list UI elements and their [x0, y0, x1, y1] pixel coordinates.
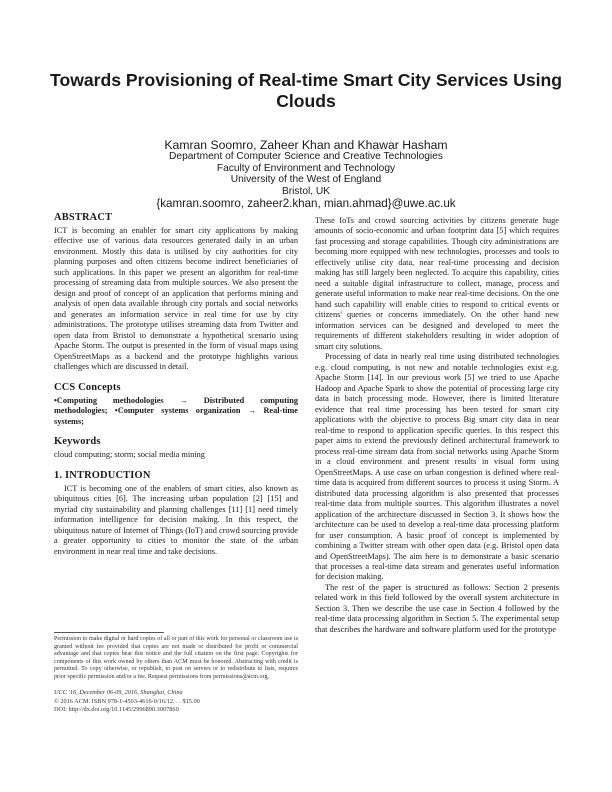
affiliation-university: University of the West of England	[230, 174, 382, 186]
introduction-heading: 1. INTRODUCTION	[54, 469, 151, 481]
copyright-info: © 2016 ACM. ISBN 978-1-4503-4616-0/16/12. . . $15.00	[54, 697, 200, 705]
permission-footnote: Permission to make digital or hard copies of all or part of this work for personal or classroom use is granted without fee provided that copies are not made or distributed for profit or commercial advantage and that copies bear this notice and the full citation on the first page. Copyrights for components of this work owned by others than ACM must be honored. Abstracting with credit is permitted. To copy otherwise, or republish, to post on servers or to redistribute to lists, requires prior specific permission and/or a fee. Request permissions from permissions@acm.org.	[54, 636, 298, 680]
ccs-concepts	[54, 396, 298, 427]
paper-title: Towards Provisioning of Real-time Smart City Services Using Clouds	[50, 70, 562, 111]
conference-info: UCC '16, December 06-09, 2016, Shanghai, China	[54, 689, 183, 696]
affiliation-faculty: Faculty of Environment and Technology	[216, 162, 396, 174]
body-paragraph-3: The rest of the paper is structured as follows: Section 2 presents related work in this field followed by the overall system architecture in Section 3. Then we describe the use case in Section 4 followed by the real-time data processing algorithm in Section 5. The experimental setup that describes the hardware and software platform used for the prototype	[315, 582, 559, 634]
body-paragraph-2: Processing of data in nearly real time using distributed technologies e.g. cloud computing, is not new and notable technologies exist e.g. Apache Storm [14]. In our previous work [5] we tried to use Apache Hadoop and Apache Spark to show the potential of processing large city data in batch processing mode. However, there is limited literature evidence that real time processing has been tested for smart city applications with the objective to process Big smart city data in near real-time to respond to application specific queries. In this respect this paper aims to extend the previously defined architectural framework to process real-time stream data from social networks using Apache Storm in a cloud environment and present results in visual form using OpenStreetMaps. A use case on urban congestion is defined where real-time data is acquired from different sources to process it using Storm. A distributed data processing algorithm is also presented that processes real-time data from multiple sources. This algorithm illustrates a novel application of the architecture discussed in Section 3. It shows how the architecture can be used to develop a real-time data processing platform for user consumption. A basic proof of concept is implemented by combining a Twitter stream with other open data (e.g. Bristol open data and OpenStreetMaps). The aim here is to demonstrate a basic scenario that processes a real-time data stream and generates useful information for decision making.	[315, 352, 559, 582]
ccs-item-systems: •Computer systems organization → Real-time systems;	[54, 406, 298, 426]
author-emails: {kamran.soomro, zaheer2.khan, mian.ahmad}@uwe.ac.uk	[156, 197, 456, 211]
footnote-divider	[54, 632, 164, 633]
abstract-text: ICT is becoming an enabler for smart city applications by making effective use of various data resources generated daily in an urban environment. Mostly this data is utilised by city authorities for city planning purposes and often citizens become indirect beneficiaries of such applications. In this paper we present an algorithm for real-time processing of streaming data from multiple sources. We also present the design and proof of concept of an application that performs mining and analysis of open data available through city portals and social networks and generates an information service in real time for use by city administrations. The prototype utilises streaming data from Twitter and open data from Bristol to demonstrate a hypothetical scenario using Apache Storm. The output is presented in the form of visual maps using OpenStreetMaps as a backend and the prototype highlights various challenges which are discussed in detail.	[54, 226, 298, 372]
affiliation-dept: Department of Computer Science and Creative Technologies	[169, 151, 443, 162]
keywords-text: cloud computing; storm; social media mining	[54, 450, 205, 460]
ccs-heading: CCS Concepts	[54, 381, 121, 393]
body-paragraph-1: These IoTs and crowd sourcing activities by citizens generate huge amounts of socio-economic and urban footprint data [5] which requires fast processing and storage capabilities. Though city administrations are becoming more equipped with new technologies, processes and tools to effectively utilise city data, near real-time processing and decision making has still largely been neglected. To acquire this capability, cities need a suitable digital infrastructure to collect, manage, process and generate useful information to make near real-time decisions. On the one hand such capability will enable cities to respond to critical events or citizens' queries or concerns immediately. On the other hand new information services can be designed and developed to meet the requirements of different stakeholders resulting in wider adoption of smart city solutions.	[315, 216, 559, 351]
abstract-heading: ABSTRACT	[54, 212, 113, 223]
right-column	[315, 216, 559, 635]
affiliation-city: Bristol, UK	[281, 185, 331, 197]
ccs-item-computing: •Computing methodologies → Distributed computing methodologies;	[54, 395, 298, 416]
left-column	[54, 212, 298, 557]
doi-link[interactable]: DOI: http://dx.doi.org/10.1145/2996890.3007860	[54, 706, 179, 713]
publication-metadata	[54, 689, 298, 715]
author-list: Kamran Soomro, Zaheer Khan and Khawar Hasham	[164, 138, 448, 152]
affiliation	[40, 151, 572, 211]
introduction-paragraph: ICT is becoming one of the enablers of smart cities, also known as ubiquitous cities [6]. The increasing urban population [2] [15] and myriad city sustainability and planning challenges [11] [1] need timely information intelligence for decision making. In this respect, the ubiquitous nature of Internet of Things (IoT) and crowd sourcing provide a greater opportunity to cities to monitor the state of the urban environment in near real time and take decisions.	[54, 483, 298, 556]
keywords-heading: Keywords	[54, 436, 101, 448]
